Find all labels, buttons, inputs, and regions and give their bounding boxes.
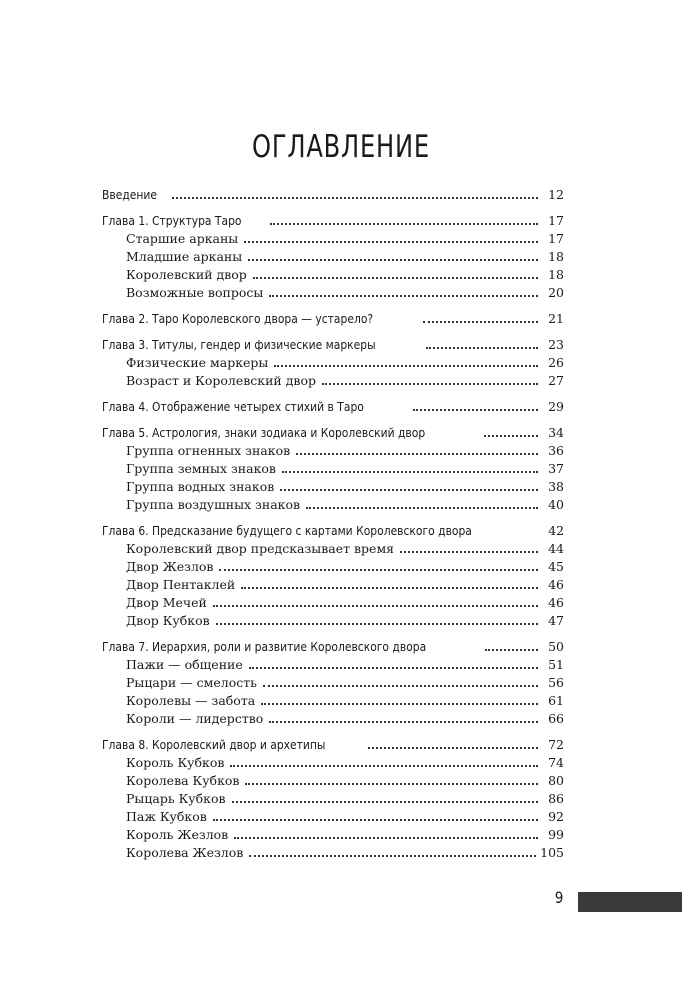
leader-dots xyxy=(269,721,538,723)
leader-dots xyxy=(400,551,538,553)
toc-chapter-title: Глава 7. Иерархия, роли и развитие Королевского двора xyxy=(102,639,427,654)
toc-page-number: 92 xyxy=(548,809,564,824)
toc-section-title: Двор Жезлов xyxy=(126,559,214,574)
page-number-bar xyxy=(578,892,682,912)
toc-section-entry[interactable] xyxy=(102,692,564,710)
toc-page-number: 27 xyxy=(548,373,564,388)
toc-page-number: 56 xyxy=(548,675,564,690)
toc-section-title: Королевы — забота xyxy=(126,693,256,708)
toc-chapter-title: Введение xyxy=(102,187,157,202)
toc-chapter xyxy=(102,186,564,204)
leader-dots xyxy=(213,819,538,821)
toc-chapter-entry[interactable] xyxy=(102,736,564,754)
toc-section-title: Рыцарь Кубков xyxy=(126,791,226,806)
toc-section-title: Двор Кубков xyxy=(126,613,210,628)
leader-dots xyxy=(172,197,538,199)
leader-dots xyxy=(280,489,538,491)
toc-section-title: Королева Кубков xyxy=(126,773,240,788)
toc-page-number: 72 xyxy=(548,737,564,752)
toc-section-title: Паж Кубков xyxy=(126,809,207,824)
toc-section-title: Двор Пентаклей xyxy=(126,577,236,592)
toc-section-title: Старшие арканы xyxy=(126,231,239,246)
toc-page-number: 86 xyxy=(548,791,564,806)
toc-section-entry[interactable] xyxy=(102,790,564,808)
toc-section-title: Группа земных знаков xyxy=(126,461,276,476)
leader-dots xyxy=(261,703,538,705)
leader-dots xyxy=(216,623,538,625)
toc-section-title: Король Кубков xyxy=(126,755,225,770)
toc-chapter xyxy=(102,424,564,514)
leader-dots xyxy=(270,223,538,225)
toc-section-title: Возможные вопросы xyxy=(126,285,264,300)
toc-section-entry[interactable] xyxy=(102,230,564,248)
toc-section-entry[interactable] xyxy=(102,656,564,674)
toc-chapter-entry[interactable] xyxy=(102,186,564,204)
toc-section-entry[interactable] xyxy=(102,710,564,728)
toc-section-entry[interactable] xyxy=(102,844,564,862)
toc-page-number: 34 xyxy=(548,425,564,440)
toc-section-entry[interactable] xyxy=(102,372,564,390)
toc-chapter-entry[interactable] xyxy=(102,424,564,442)
toc-section-entry[interactable] xyxy=(102,478,564,496)
leader-dots xyxy=(263,685,538,687)
toc-section-entry[interactable] xyxy=(102,354,564,372)
toc-chapter-entry[interactable] xyxy=(102,522,564,540)
toc-section-entry[interactable] xyxy=(102,284,564,302)
toc-page-number: 20 xyxy=(548,285,564,300)
toc-chapter-entry[interactable] xyxy=(102,212,564,230)
toc-section-title: Группа воздушных знаков xyxy=(126,497,301,512)
leader-dots xyxy=(423,321,538,323)
leader-dots xyxy=(485,649,538,651)
toc-page-number: 66 xyxy=(548,711,564,726)
toc-section-entry[interactable] xyxy=(102,266,564,284)
leader-dots xyxy=(244,241,538,243)
toc-section-title: Возраст и Королевский двор xyxy=(126,373,316,388)
toc-section-entry[interactable] xyxy=(102,248,564,266)
toc-page-number: 80 xyxy=(548,773,564,788)
toc-chapter xyxy=(102,212,564,302)
leader-dots xyxy=(413,409,539,411)
leader-dots xyxy=(484,435,538,437)
toc-section-title: Младшие арканы xyxy=(126,249,243,264)
leader-dots xyxy=(219,569,538,571)
toc-chapter xyxy=(102,336,564,390)
toc-page-number: 18 xyxy=(548,267,564,282)
toc-section-title: Королева Жезлов xyxy=(126,845,244,860)
toc-section-entry[interactable] xyxy=(102,826,564,844)
toc-page-number: 17 xyxy=(548,213,564,228)
toc-page-number: 17 xyxy=(548,231,564,246)
toc-section-entry[interactable] xyxy=(102,576,564,594)
toc-section-title: Рыцари — смелость xyxy=(126,675,257,690)
toc-section-entry[interactable] xyxy=(102,594,564,612)
toc-section-title: Группа огненных знаков xyxy=(126,443,291,458)
toc-chapter-title: Глава 5. Астрология, знаки зодиака и Королевский двор xyxy=(102,425,426,440)
page-title: ОГЛАВЛЕНИЕ xyxy=(252,128,430,165)
leader-dots xyxy=(368,747,538,749)
toc-chapter-entry[interactable] xyxy=(102,638,564,656)
toc-page-number: 36 xyxy=(548,443,564,458)
toc-section-title: Королевский двор xyxy=(126,267,247,282)
toc-page-number: 23 xyxy=(548,337,564,352)
toc-page-number: 42 xyxy=(548,523,565,538)
toc-section-entry[interactable] xyxy=(102,496,564,514)
toc-page-number: 12 xyxy=(548,187,564,202)
toc-page-number: 21 xyxy=(548,311,564,326)
toc-chapter xyxy=(102,310,564,328)
toc-page-number: 40 xyxy=(548,497,564,512)
toc-section-title: Короли — лидерство xyxy=(126,711,264,726)
leader-dots xyxy=(232,801,538,803)
toc-chapter-title: Глава 2. Таро Королевского двора — устарело? xyxy=(102,311,374,326)
toc-chapter-entry[interactable] xyxy=(102,310,564,328)
toc-page-number: 51 xyxy=(548,657,564,672)
leader-dots xyxy=(296,453,538,455)
leader-dots xyxy=(249,667,538,669)
toc-chapter-title: Глава 1. Структура Таро xyxy=(102,213,242,228)
leader-dots xyxy=(248,259,538,261)
toc-page-number: 46 xyxy=(548,577,564,592)
toc-chapter xyxy=(102,522,564,630)
toc-chapter xyxy=(102,736,564,862)
leader-dots xyxy=(230,765,538,767)
toc-section-title: Пажи — общение xyxy=(126,657,243,672)
toc-section-entry[interactable] xyxy=(102,540,564,558)
toc-chapter-title: Глава 3. Титулы, гендер и физические маркеры xyxy=(102,337,376,352)
toc-section-entry[interactable] xyxy=(102,612,564,630)
leader-dots xyxy=(282,471,538,473)
toc-section-entry[interactable] xyxy=(102,754,564,772)
toc-chapter xyxy=(102,638,564,728)
toc-section-title: Физические маркеры xyxy=(126,355,269,370)
toc-chapter-title: Глава 6. Предсказание будущего с картами Королевского двора xyxy=(102,523,472,538)
toc-section-entry[interactable] xyxy=(102,442,564,460)
leader-dots xyxy=(306,507,538,509)
toc-page-number: 29 xyxy=(548,399,564,414)
toc-chapter-entry[interactable] xyxy=(102,398,564,416)
toc-page-number: 45 xyxy=(548,559,564,574)
toc-section-entry[interactable] xyxy=(102,558,564,576)
toc-page-number: 44 xyxy=(548,541,564,556)
toc-page-number: 105 xyxy=(540,845,564,860)
leader-dots xyxy=(234,837,538,839)
table-of-contents xyxy=(102,186,564,870)
leader-dots xyxy=(253,277,538,279)
leader-dots xyxy=(241,587,538,589)
leader-dots xyxy=(322,383,538,385)
toc-page-number: 47 xyxy=(548,613,564,628)
toc-section-entry[interactable] xyxy=(102,808,564,826)
toc-page-number: 37 xyxy=(548,461,564,476)
toc-page-number: 26 xyxy=(548,355,564,370)
toc-page-number: 46 xyxy=(548,595,564,610)
toc-chapter xyxy=(102,398,564,416)
toc-page-number: 99 xyxy=(548,827,564,842)
toc-page-number: 38 xyxy=(548,479,564,494)
toc-section-entry[interactable] xyxy=(102,460,564,478)
page-number: 9 xyxy=(554,888,564,907)
leader-dots xyxy=(245,783,538,785)
leader-dots xyxy=(213,605,538,607)
toc-chapter-title: Глава 8. Королевский двор и архетипы xyxy=(102,737,326,752)
toc-section-title: Король Жезлов xyxy=(126,827,229,842)
leader-dots xyxy=(426,347,538,349)
toc-section-entry[interactable] xyxy=(102,772,564,790)
leader-dots xyxy=(249,855,536,857)
leader-dots xyxy=(269,295,538,297)
toc-page-number: 50 xyxy=(548,639,564,654)
toc-page-number: 18 xyxy=(548,249,564,264)
toc-section-entry[interactable] xyxy=(102,674,564,692)
toc-page-number: 61 xyxy=(548,693,564,708)
toc-section-title: Двор Мечей xyxy=(126,595,207,610)
toc-section-title: Королевский двор предсказывает время xyxy=(126,541,395,556)
toc-section-title: Группа водных знаков xyxy=(126,479,275,494)
toc-page-number: 74 xyxy=(548,755,564,770)
toc-chapter-title: Глава 4. Отображение четырех стихий в Таро xyxy=(102,399,364,414)
leader-dots xyxy=(274,365,538,367)
toc-chapter-entry[interactable] xyxy=(102,336,564,354)
